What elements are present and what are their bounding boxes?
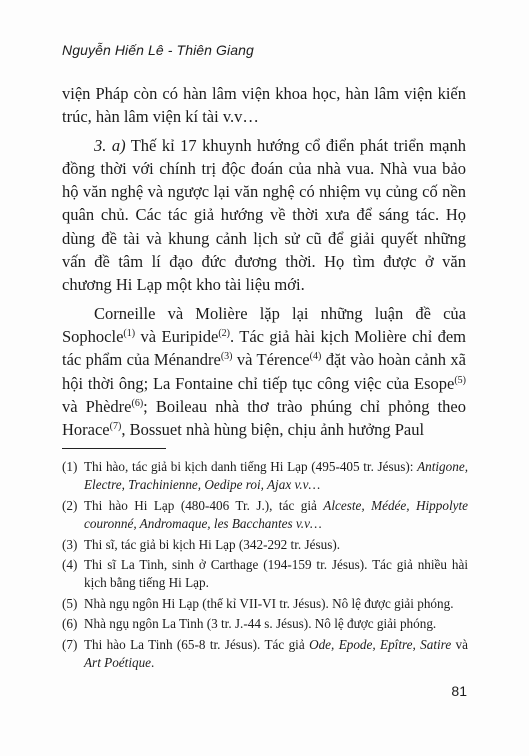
footnote-ref: (1) [123,327,136,339]
text-run: Corneille và Molière lặp lại những luận đề của Sophocle [62,303,466,346]
footnote-number: (6) [62,616,78,632]
page-number: 81 [451,683,467,699]
text-run: và Euripide [135,326,219,346]
footnote-number: (7) [62,636,78,652]
footnote-ref: (4) [309,351,322,363]
footnote-ref: (2) [218,327,230,339]
text-run: . Tác giả hài kịch Molière chỉ đem tác phẩm của Ménandre [62,326,467,370]
text-run: Thi hào Hi Lạp (480-406 Tr. J.), tác giả [84,497,324,513]
main-text [62,82,466,441]
footnote-ref: (7) [109,421,122,433]
footnote-ref: (5) [454,374,466,386]
footnote-text: Nhà ngụ ngôn La Tinh (3 tr. J.-44 s. Jésus). Nô lệ được giải phóng. [84,616,437,632]
running-header: Nguyễn Hiến Lê - Thiên Giang [62,42,254,58]
text-run: và Térence [232,350,310,370]
footnote [62,556,468,593]
footnote-ref: (6) [131,397,144,409]
paragraph-2-text: Thế kỉ 17 khuynh hướng cổ điển phát triển mạnh đồng thời với chính trị độc đoán của nhà vua. Nhà vua bảo hộ văn nghệ và ngược lại văn nghệ có nhiệm vụ củng cố nền quân chủ. Các tác giả hướng về thời xưa để sáng tác. Họ dùng đề tài và khung cảnh lịch sử cũ để giải quyết những vấn đề tâm lí đạo đức đương thời. Họ tìm được ở văn chương Hi Lạp một kho tài liệu mới. [62,135,466,295]
footnote [62,615,468,633]
italic-run: Alceste, Médée, Hippolyte couronné, Andromaque, les Bacchantes v.v… [84,497,468,532]
italic-run: Ode, Epode, Epître, Satire [309,636,452,652]
section-label: 3. a) [94,135,126,155]
footnote-ref: (3) [220,351,233,363]
footnote-text [84,497,468,534]
footnote-text: Thi sĩ La Tinh, sinh ở Carthage (194-159 tr. Jésus). Tác giả nhiều hài kịch bằng tiếng Hi Lạp. [84,557,468,591]
footnote-number: (4) [62,557,78,573]
footnote [62,636,468,673]
italic-run: Art Poétique [84,655,152,671]
footnote-number: (1) [62,459,78,474]
footnote [62,595,468,613]
text-run: và Phèdre [62,396,132,416]
footnote-separator [62,448,166,449]
footnote [62,497,468,534]
footnotes [62,458,468,674]
italic-run: Antigone, Electre, Trachinienne, Oedipe roi, Ajax v.v… [84,459,468,493]
paragraph-1: viện Pháp còn có hàn lâm viện khoa học, hàn lâm viện kiến trúc, hàn lâm viện kí tài v.v… [62,84,466,127]
paragraph-3 [62,302,466,442]
footnote-number: (3) [62,536,78,552]
text-run: ; Boileau nhà thơ trào phúng chỉ phỏng theo Horace [62,396,466,440]
text-run: Thi hào La Tinh (65-8 tr. Jésus). Tác giả [84,636,310,652]
footnote-number: (2) [62,497,78,513]
text-run: đặt vào hoàn cảnh xã hội thời ông; La Fontaine chỉ tiếp tục công việc của Esope [62,350,466,393]
paragraph-2 [62,134,466,297]
footnote [62,536,468,554]
footnote [62,458,468,495]
footnote-text [84,458,468,495]
footnote-number: (5) [62,595,78,611]
footnote-text: Nhà ngụ ngôn Hi Lạp (thế kỉ VII-VI tr. Jésus). Nô lệ được giải phóng. [84,595,454,611]
text-run: , Bossuet nhà hùng biện, chịu ảnh hưởng Paul [121,420,425,440]
text-run: Thi hào, tác giả bi kịch danh tiếng Hi Lạp (495-405 tr. Jésus): [84,459,418,474]
footnote-text [84,636,468,673]
text-run: . [151,655,155,671]
footnote-text: Thi sĩ, tác giả bi kịch Hi Lạp (342-292 tr. Jésus). [84,536,341,552]
text-run: và [451,636,468,652]
